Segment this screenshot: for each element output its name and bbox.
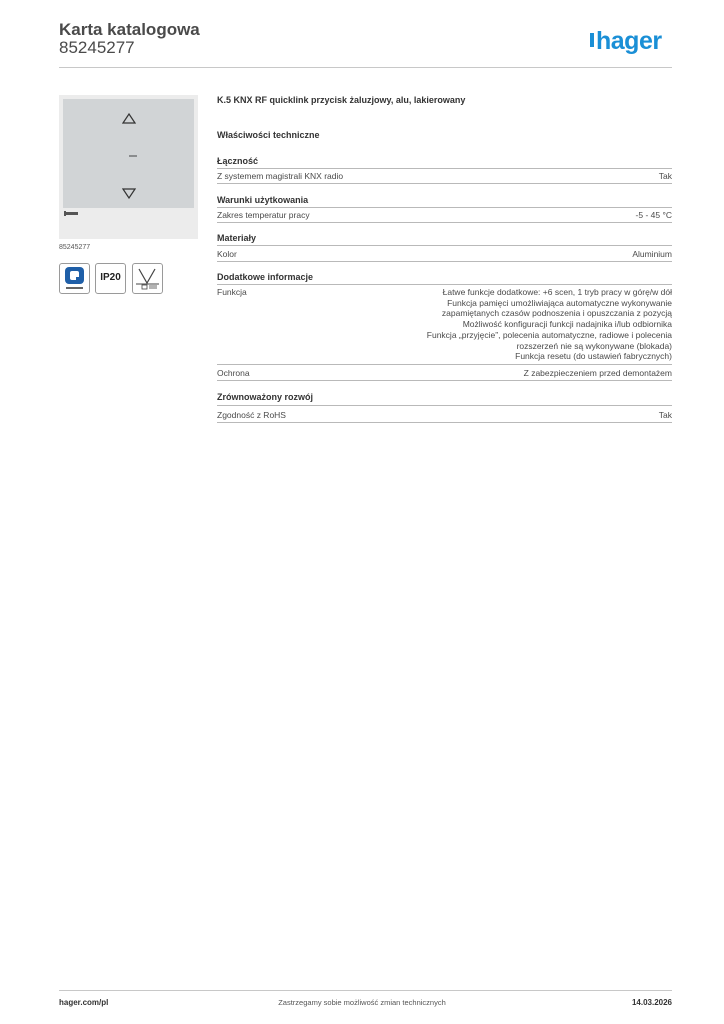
spec-value: -5 - 45 °C	[635, 210, 672, 220]
spec-value-multiline	[427, 287, 672, 362]
row-divider	[217, 222, 672, 223]
spec-value-line: rozszerzeń nie są wykonywane (blokada)	[516, 340, 672, 351]
row-divider	[217, 380, 672, 381]
section-divider	[217, 284, 672, 285]
spec-value-line: Funkcja „przyjęcie”, polecenia automatyczne, radiowe i polecenia	[426, 329, 672, 340]
product-name: K.5 KNX RF quicklink przycisk żaluzjowy, alu, lakierowany	[217, 95, 466, 105]
section-title: Łączność	[217, 156, 259, 166]
spec-key: Zgodność z RoHS	[217, 410, 286, 420]
product-reference: 85245277	[59, 244, 91, 251]
tech-properties-title: Właściwości techniczne	[217, 130, 320, 140]
spec-value-line: Możliwość konfiguracji funkcji nadajnika i/lub odbiornika	[462, 319, 672, 330]
mounting-symbol-icon	[133, 264, 162, 293]
footer-website-link[interactable]: hager.com/pl	[59, 998, 109, 1007]
section-divider	[217, 405, 672, 406]
footer-divider	[59, 990, 672, 991]
section-title: Dodatkowe informacje	[217, 272, 314, 282]
hager-logo	[590, 27, 662, 56]
section-divider	[217, 245, 672, 246]
page-title: Karta katalogowa	[59, 20, 200, 39]
side-view-icon	[64, 212, 78, 215]
spec-value: Z zabezpieczeniem przed demontażem	[523, 368, 672, 378]
spec-value-line: zapamiętanych czasów podnoszenia i opuszczania z pozycją	[441, 308, 672, 319]
logo-mark-icon	[590, 33, 594, 47]
ip-rating: IP20	[100, 272, 121, 283]
spec-value-line: Funkcja resetu (do ustawień fabrycznych)	[515, 351, 672, 362]
row-divider	[217, 183, 672, 184]
logo-text: hager	[596, 27, 662, 55]
row-divider	[217, 422, 672, 423]
section-divider	[217, 168, 672, 169]
catalog-number: 85245277	[59, 38, 135, 57]
section-title: Materiały	[217, 233, 257, 243]
spec-key: Zakres temperatur pracy	[217, 210, 310, 220]
row-divider	[217, 364, 672, 365]
product-plate	[63, 99, 194, 208]
row-divider	[217, 261, 672, 262]
section-title: Zrównoważony rozwój	[217, 392, 313, 402]
spec-key: Ochrona	[217, 368, 250, 378]
spec-value-line: Funkcja pamięci umożliwiająca automatyczne wykonywanie	[447, 297, 672, 308]
product-image	[59, 95, 198, 239]
section-title: Warunki użytkowania	[217, 195, 309, 205]
footer-date: 14.03.2026	[631, 998, 672, 1007]
spec-value: Tak	[658, 410, 672, 420]
spec-value-line: Łatwe funkcje dodatkowe: +6 scen, 1 tryb pracy w górę/w dół	[442, 287, 672, 297]
quicklink-q-icon	[60, 264, 89, 293]
spec-value: Tak	[658, 171, 672, 181]
mounting-badge	[132, 263, 163, 294]
arrow-up-icon	[122, 113, 136, 124]
header-divider	[59, 67, 672, 68]
ip-rating-badge	[95, 263, 126, 294]
footer-note: Zastrzegamy sobie możliwość zmian technicznych	[278, 998, 446, 1007]
spec-key: Kolor	[217, 249, 237, 259]
arrow-down-icon	[122, 188, 136, 199]
spec-key: Funkcja	[217, 287, 247, 297]
spec-value: Aluminium	[632, 249, 672, 259]
spec-key: Z systemem magistrali KNX radio	[217, 171, 344, 181]
led-indicator	[129, 155, 137, 157]
section-divider	[217, 207, 672, 208]
quicklink-badge	[59, 263, 90, 294]
